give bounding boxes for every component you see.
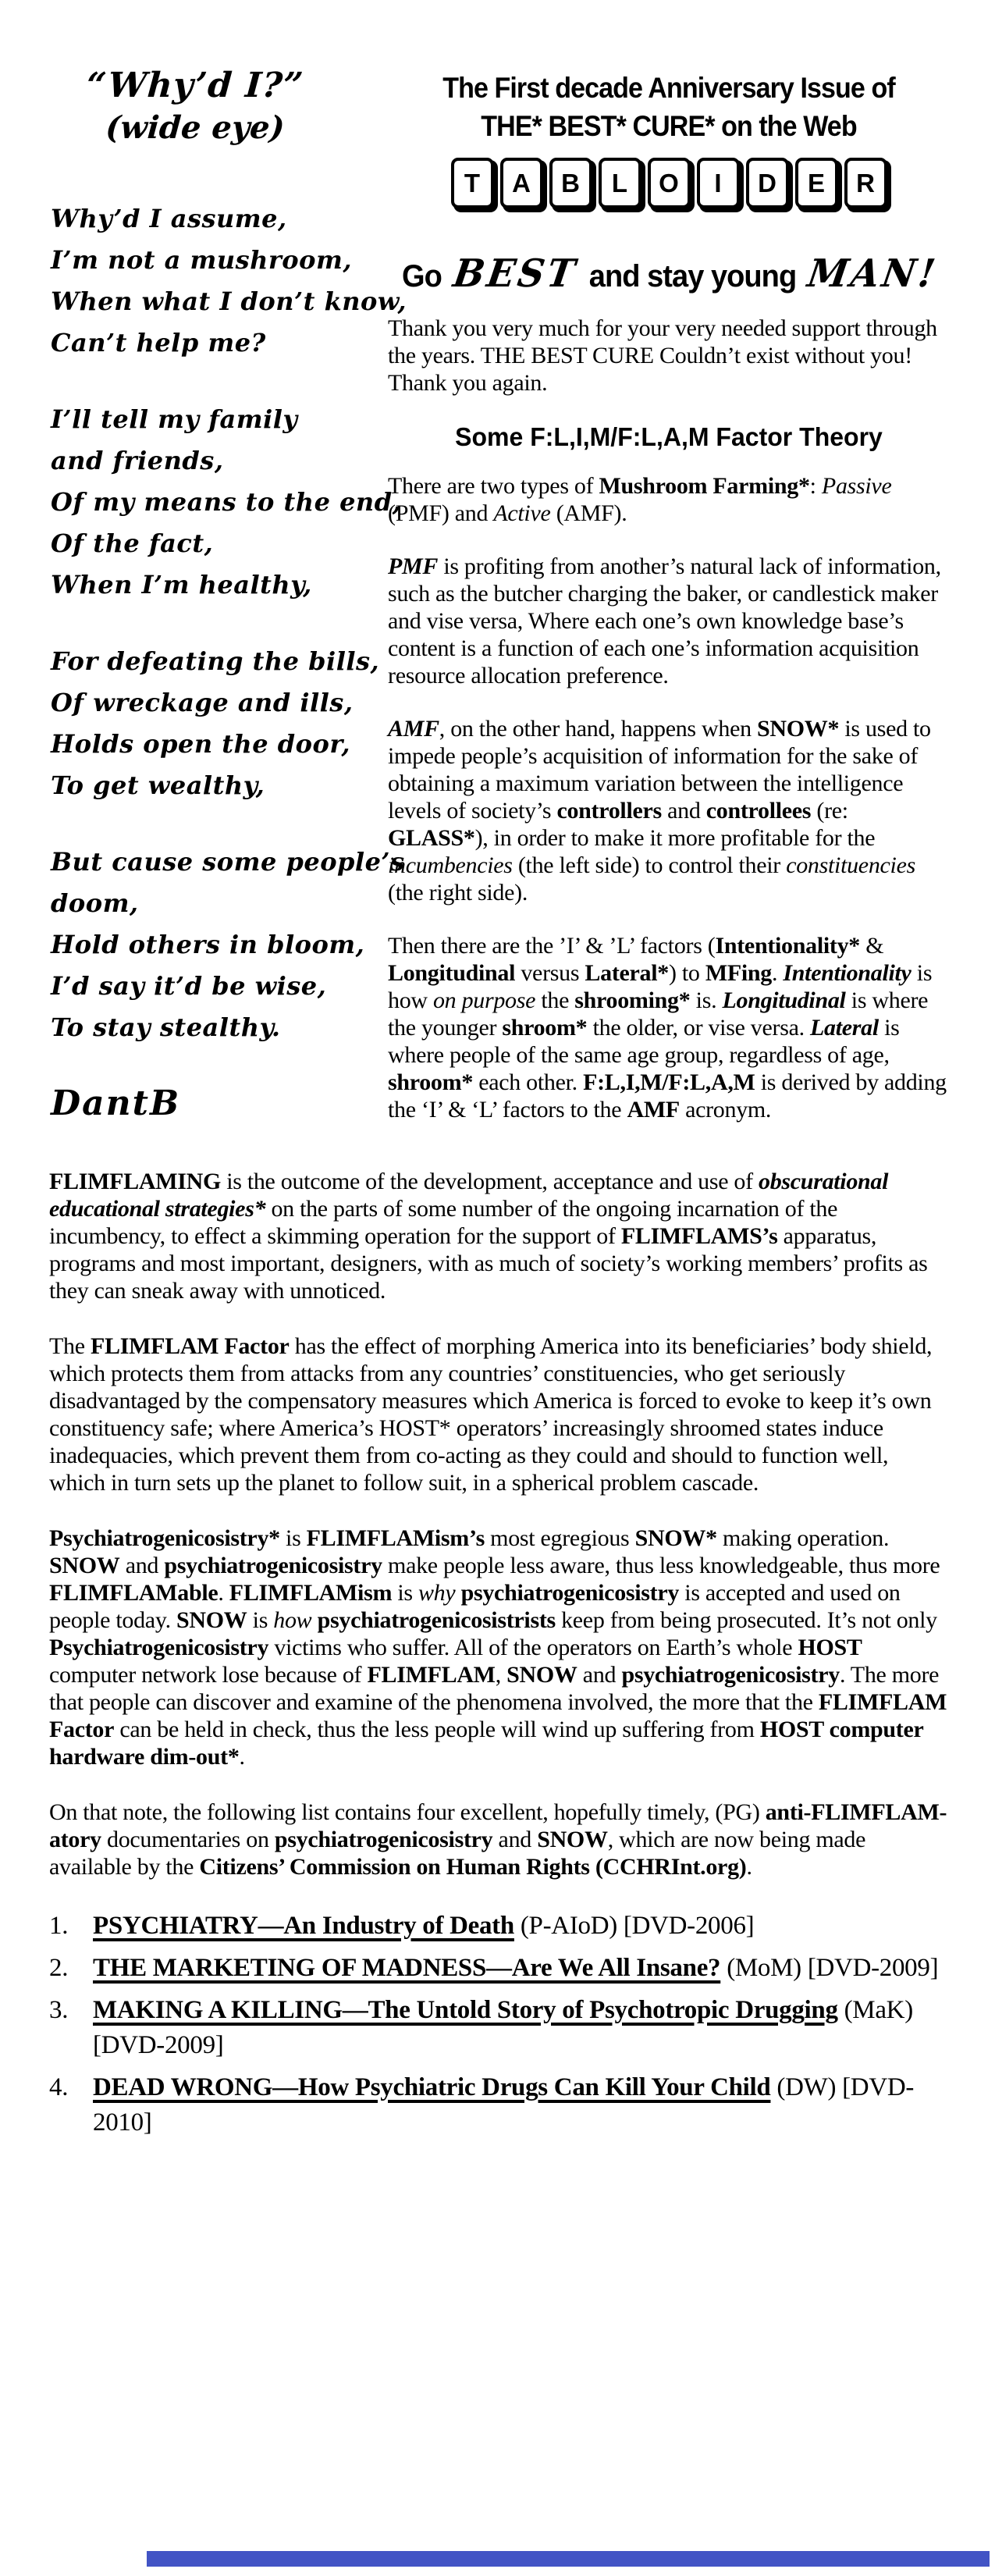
- slogan-man: MAN!: [805, 251, 941, 296]
- poem-line: When what I don’t know,: [51, 286, 407, 316]
- slogan-middle: and stay young: [588, 259, 797, 294]
- paragraph-il-factors: Then there are the ’I’ & ’L’ factors (Intentionality* & Longitudinal versus Lateral*) to MFing. Intentionality is how on purpose the shrooming* is. Longitudinal is where the younger shroom* the older, or vise versa. Lateral is where people of the same age group, regardless of age, shroom* each other. F:L,I,M/F:L,A,M is derived by adding the ‘I’ & ‘L’ factors to the AMF acronym.: [388, 933, 947, 1123]
- documentary-link[interactable]: THE MARKETING OF MADNESS—Are We All Insane? (MoM) [DVD-2009]: [93, 1954, 939, 1982]
- keycap-letter: R: [844, 158, 887, 208]
- list-item: [49, 2070, 948, 2140]
- poem-line: To get wealthy,: [51, 770, 265, 800]
- poem-line: Holds open the door,: [51, 729, 351, 759]
- list-item: [49, 1993, 948, 2063]
- keycap-letter: T: [451, 158, 494, 208]
- poem-line: Of my means to the end,: [51, 487, 402, 517]
- poem-line: Why’d I assume,: [51, 204, 287, 233]
- keycap-letter: B: [549, 158, 592, 208]
- main-column: [388, 64, 950, 1149]
- poem-line: To stay stealthy.: [51, 1012, 281, 1042]
- poem-title-block: [51, 64, 339, 148]
- keycap-letter: A: [500, 158, 543, 208]
- bottom-blue-bar[interactable]: [147, 2551, 990, 2567]
- keycap-letter: O: [648, 158, 691, 208]
- poem-line: I’ll tell my family: [51, 404, 298, 434]
- slogan-line: [402, 251, 941, 296]
- keycap-letter: D: [746, 158, 789, 208]
- slogan-best: BEST: [450, 251, 581, 296]
- poem-stanza: [51, 841, 405, 1048]
- thanks-paragraph: Thank you very much for your very needed support through the years. THE BEST CURE Couldn’t exist without you! Thank you again.: [388, 315, 937, 396]
- poem-signature: DantB: [51, 1083, 181, 1123]
- poem-line: and friends,: [51, 446, 224, 475]
- list-item: [49, 1909, 948, 1944]
- poem-line: For defeating the bills,: [51, 646, 380, 676]
- documentary-link[interactable]: PSYCHIATRY—An Industry of Death (P-AIoD) [DVD-2006]: [93, 1912, 755, 1940]
- masthead-line1: The First decade Anniversary Issue of: [442, 72, 895, 104]
- poem-stanza: [51, 641, 388, 806]
- documentary-list: [49, 1909, 948, 2140]
- masthead-line2: THE* BEST* CURE* on the Web: [481, 110, 857, 142]
- paragraph-pmf: PMF is profiting from another’s natural lack of information, such as the butcher charging the baker, or candlestick maker and vise versa, Where each one’s own knowledge base’s content is a function of each one’s information acquisition resource allocation preference.: [388, 553, 941, 688]
- documentary-link[interactable]: MAKING A KILLING—The Untold Story of Psychotropic Drugging (MaK) [DVD-2009]: [93, 1996, 913, 2059]
- poem-stanza: [51, 399, 402, 606]
- poem-line: I’d say it’d be wise,: [51, 971, 327, 1001]
- poem-line: When I’m healthy,: [51, 570, 312, 600]
- paragraph-psychiatrogenicosistry: Psychiatrogenicosistry* is FLIMFLAMism’s most egregious SNOW* making operation. SNOW and psychiatrogenicosistry make people less aware, thus less knowledgeable, thus more FLIMFLAMable. FLIMFLAMism is why psychiatrogenicosistry is accepted and used on people today. SNOW is how psychiatrogenicosistrists keep from being prosecuted. It’s not only Psychiatrogenicosistry victims who suffer. All of the operators on Earth’s whole HOST computer network lose because of FLIMFLAM, SNOW and psychiatrogenicosistry. The more that people can discover and examine of the phenomena involved, the more that the FLIMFLAM Factor can be held in check, thus the less people will wind up suffering from HOST computer hardware dim-out*.: [49, 1525, 947, 1770]
- item-number: 1.: [49, 1912, 69, 1940]
- item-number: 4.: [49, 2073, 69, 2101]
- theory-heading: Some F:L,I,M/F:L,A,M Factor Theory: [455, 422, 883, 451]
- poem-line: doom,: [51, 888, 139, 918]
- documentary-link[interactable]: DEAD WRONG—How Psychiatric Drugs Can Kill Your Child (DW) [DVD-2010]: [93, 2073, 915, 2137]
- poem-line: Of wreckage and ills,: [51, 688, 354, 717]
- paragraph-flimflam-factor: The FLIMFLAM Factor has the effect of morphing America into its beneficiaries’ body shield, which protects them from attacks from any countries’ constituencies, who get seriously disadvantaged by the compensatory measures which America is forced to evoke to keep it’s own constituency safe; where America’s HOST* operators’ increasingly shroomed states induce inadequacies, which prevent them from co-acting as they could and should to function well, which in turn sets up the planet to follow suit, in a spherical problem cascade.: [49, 1333, 933, 1496]
- paragraph-amf: AMF, on the other hand, happens when SNOW* is used to impede people’s acquisition of information for the sake of obtaining a maximum variation between the intelligence levels of society’s controllers and controllees (re: GLASS*), in order to make it more profitable for the incumbencies (the left side) to control their constituencies (the right side).: [388, 716, 931, 906]
- poem-line: Of the fact,: [51, 528, 214, 558]
- poem-stanza: [51, 198, 407, 364]
- paragraph-on-that-note: On that note, the following list contains four excellent, hopefully timely, (PG) anti-FLIMFLAM-atory documentaries on psychiatrogenicosistry and SNOW, which are now being made available by the Citizens’ Commission on Human Rights (CCHRInt.org).: [49, 1799, 947, 1880]
- keycap-letter: L: [599, 158, 641, 208]
- top-section: [0, 0, 995, 1149]
- poem-line: Hold others in bloom,: [51, 930, 365, 959]
- item-number: 3.: [49, 1996, 69, 2024]
- keycap-letter: E: [795, 158, 838, 208]
- full-width-section: [0, 1168, 995, 2140]
- poem-line: Can’t help me?: [51, 328, 266, 358]
- poem-subtitle: (wide eye): [104, 109, 286, 146]
- item-number: 2.: [49, 1954, 69, 1982]
- slogan-prefix: Go: [402, 259, 442, 294]
- keycap-letter: I: [697, 158, 740, 208]
- list-item: [49, 1951, 948, 1986]
- poem-title: “Why’d I?”: [85, 66, 305, 105]
- poem-line: But cause some people’s: [51, 847, 405, 877]
- poem-column: [51, 64, 407, 1149]
- masthead-title: [388, 69, 950, 145]
- paragraph-flimflaming: FLIMFLAMING is the outcome of the development, acceptance and use of obscurational educational strategies* on the parts of some number of the ongoing incarnation of the incumbency, to effect a skimming operation for the support of FLIMFLAMS’s apparatus, programs and most important, designers, with as much of society’s working members’ profits as they can sneak away with unnoticed.: [49, 1169, 928, 1304]
- paragraph-mushroom-farming: There are two types of Mushroom Farming*: Passive (PMF) and Active (AMF).: [388, 473, 892, 526]
- tabloider-logo: [388, 158, 950, 208]
- poem-line: I’m not a mushroom,: [51, 245, 352, 275]
